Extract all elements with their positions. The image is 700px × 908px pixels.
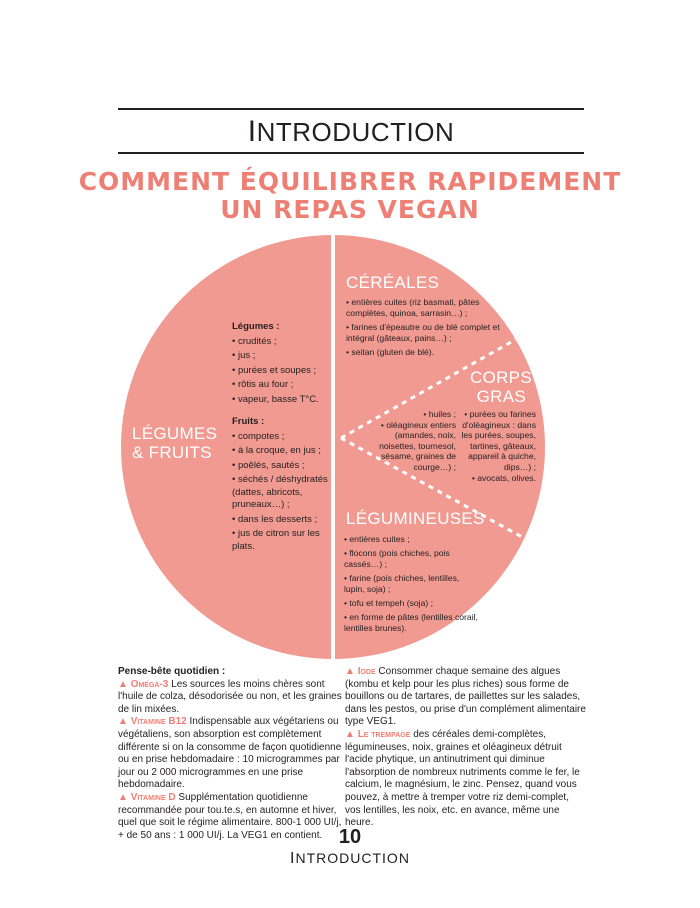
list-item: • flocons (pois chiches, pois cassés…) ;: [344, 548, 480, 570]
notes-title: Pense-bête quotidien :: [118, 666, 226, 677]
legumes-list: [232, 336, 330, 407]
note-omega: ▲ Oméga-3 Les sources les moins chères sont l'huile de colza, désodorisée ou non, et les graines de lin mixées.: [118, 678, 342, 715]
main-title-line2: UN REPAS VEGAN: [220, 195, 480, 224]
list-item: • dans les desserts ;: [232, 514, 330, 527]
list-item: • entières cuites ;: [344, 534, 480, 545]
corps-gras-col1: [376, 409, 456, 476]
triangle-icon: ▲: [118, 678, 128, 690]
legumes-fruits-list: [232, 321, 330, 555]
footer-section-title: INTRODUCTION: [290, 850, 410, 867]
list-item: • en forme de pâtes (lentilles corail, lentilles brunes).: [344, 612, 480, 634]
fruits-list: [232, 431, 330, 554]
corps-gras-col2: [458, 409, 536, 486]
notes-left: [118, 666, 344, 842]
legumineuses-list: [344, 534, 480, 637]
cereales-list: [346, 297, 502, 361]
page-number: 10: [338, 826, 362, 848]
list-item: • tofu et tempeh (soja) ;: [344, 598, 480, 609]
list-item: • crudités ;: [232, 336, 330, 349]
list-item: • purées et soupes ;: [232, 365, 330, 378]
fruits-title: Fruits :: [232, 416, 265, 427]
list-item: • compotes ;: [232, 431, 330, 444]
list-item: • huiles ;: [376, 409, 456, 420]
list-item: • à la croque, en jus ;: [232, 445, 330, 458]
note-b12: ▲ Vitamine B12 Indispensable aux végétariens ou végétaliens, son absorption est complètement différente si on la consomme de façon quotidienne ou en prise hebdomadaire : 10 microgrammes par jour ou 2 000 microgrammes en une prise hebdomadaire.: [118, 716, 342, 791]
cereales-label: CÉRÉALES: [346, 273, 440, 292]
list-item: • jus de citron sur les plats.: [232, 528, 330, 553]
list-item: • jus ;: [232, 350, 330, 363]
list-item: • oléagineux entiers (amandes, noix, noisettes, tournesol, sésame, graines de courge…) ;: [376, 420, 456, 473]
list-item: • purées ou farines d'oléagineux : dans les purées, soupes, tartines, gâteaux, appareil à quiche, dips…) ;: [458, 409, 536, 473]
list-item: • seitan (gluten de blé).: [346, 347, 502, 358]
note-iode: ▲ Iode Consommer chaque semaine des algues (kombu et kelp pour les plus riches) sous forme de bouillons ou de tartares, de paillettes sur les salades, dans les pestos, ou prise d'un complément alimentaire type VEG1.: [345, 666, 586, 728]
list-item: • poêlés, sautés ;: [232, 460, 330, 473]
triangle-icon: ▲: [118, 716, 128, 728]
corps-gras-label: CORPS GRAS: [470, 368, 532, 406]
list-item: • farines d'épeautre ou de blé complet et intégral (gâteaux, pains…) ;: [346, 322, 502, 344]
triangle-icon: ▲: [345, 728, 355, 740]
note-trempage: ▲ Le trempage des céréales demi-complètes, légumineuses, noix, graines et oléagineux détruit l'acide phytique, un antinutriment qui diminue l'absorption de nombreux nutriments comme le fer, le calcium, le magnésium, le zinc. Pensez, quand vous pouvez, à mettre à tremper votre riz demi-complet, vos lentilles, les noix, etc. en avance, même une heure.: [345, 728, 580, 829]
triangle-icon: ▲: [118, 791, 128, 803]
list-item: • vapeur, basse T°C.: [232, 394, 330, 407]
list-item: • entières cuites (riz basmati, pâtes complètes, quinoa, sarrasin…) ;: [346, 297, 502, 319]
triangle-icon: ▲: [345, 666, 355, 677]
list-item: • séchés / déshydratés (dattes, abricots, pruneaux…) ;: [232, 474, 330, 512]
legumes-title: Légumes :: [232, 321, 280, 332]
list-item: • rôtis au four ;: [232, 379, 330, 392]
list-item: • avocats, olives.: [458, 473, 536, 484]
main-title-line1: COMMENT ÉQUILIBRER RAPIDEMENT: [78, 167, 622, 196]
legumineuses-label: LÉGUMINEUSES: [346, 509, 485, 528]
list-item: • farine (pois chiches, lentilles, lupin, soja) ;: [344, 573, 480, 595]
section-title: INTRODUCTION: [247, 115, 455, 148]
legumes-fruits-label: LÉGUMES & FRUITS: [132, 424, 218, 462]
notes-right: [345, 666, 587, 830]
note-vitamin-d: ▲ Vitamine D Supplémentation quotidienne recommandée pour tou.te.s, en automne et hiver, quel que soit le régime alimentaire. 800-1 000 UI/j, + de 50 ans : 1 000 UI/j. La VEG1 en contient.: [118, 791, 342, 841]
